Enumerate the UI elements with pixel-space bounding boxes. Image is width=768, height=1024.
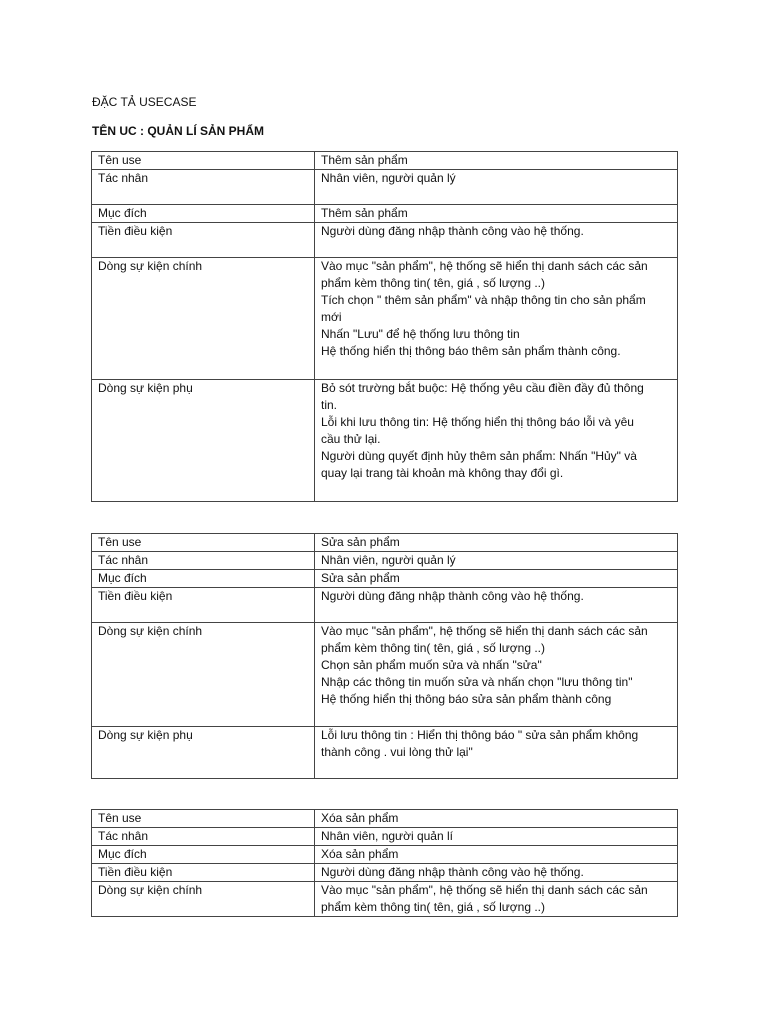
row-label: Dòng sự kiện chính — [92, 623, 315, 727]
row-value — [315, 170, 678, 205]
row-label: Tác nhân — [92, 828, 315, 846]
value-line: Người dùng đăng nhập thành công vào hệ thống. — [321, 589, 584, 603]
row-value — [315, 552, 678, 570]
row-value — [315, 623, 678, 727]
row-value — [315, 152, 678, 170]
row-label: Tiền điều kiện — [92, 864, 315, 882]
row-label: Tác nhân — [92, 170, 315, 205]
table-row — [92, 810, 678, 828]
value-line: Vào mục "sản phẩm", hệ thống sẽ hiển thị danh sách các sản — [321, 883, 648, 897]
value-line: phẩm kèm thông tin( tên, giá , số lượng ..) — [321, 276, 546, 290]
table-row — [92, 864, 678, 882]
usecase-table-delete — [91, 809, 678, 917]
row-value — [315, 828, 678, 846]
value-line: Người dùng quyết định hủy thêm sản phẩm: Nhấn "Hủy" và — [321, 449, 637, 463]
value-line: Hệ thống hiển thị thông báo thêm sản phẩm thành công. — [321, 344, 621, 358]
row-value — [315, 258, 678, 380]
row-label: Tiền điều kiện — [92, 223, 315, 258]
row-label: Tên use — [92, 534, 315, 552]
row-label: Dòng sự kiện chính — [92, 882, 315, 917]
value-line: Người dùng đăng nhập thành công vào hệ thống. — [321, 865, 584, 879]
value-line: Chọn sản phẩm muốn sửa và nhấn "sửa" — [321, 658, 542, 672]
row-value — [315, 810, 678, 828]
table-row — [92, 380, 678, 502]
value-line: Xóa sản phẩm — [321, 847, 399, 861]
table-row — [92, 534, 678, 552]
row-value — [315, 846, 678, 864]
value-line: Lỗi lưu thông tin : Hiển thị thông báo " sửa sản phẩm không — [321, 728, 639, 742]
value-line: Tích chọn " thêm sản phẩm" và nhập thông tin cho sản phẩm — [321, 293, 646, 307]
table-row — [92, 205, 678, 223]
table-row — [92, 882, 678, 917]
value-line: Thêm sản phẩm — [321, 206, 408, 220]
value-line: tin. — [321, 398, 338, 412]
value-line: Nhân viên, người quản lý — [321, 171, 456, 185]
value-line: phẩm kèm thông tin( tên, giá , số lượng ..) — [321, 641, 546, 655]
row-value — [315, 570, 678, 588]
table-row — [92, 588, 678, 623]
row-label: Tác nhân — [92, 552, 315, 570]
row-value — [315, 882, 678, 917]
row-label: Mục đích — [92, 846, 315, 864]
table-row — [92, 223, 678, 258]
row-value — [315, 534, 678, 552]
value-line: Hệ thống hiển thị thông báo sửa sản phẩm thành công — [321, 692, 612, 706]
row-label: Mục đích — [92, 205, 315, 223]
row-value — [315, 864, 678, 882]
value-line: quay lại trang tài khoản mà không thay đổi gì. — [321, 466, 564, 480]
document-heading: ĐẶC TẢ USECASE — [92, 95, 197, 109]
row-label: Dòng sự kiện chính — [92, 258, 315, 380]
table-row — [92, 846, 678, 864]
value-line: Bỏ sót trường bắt buộc: Hệ thống yêu cầu điền đầy đủ thông — [321, 381, 644, 395]
row-label: Tên use — [92, 810, 315, 828]
value-line: Người dùng đăng nhập thành công vào hệ thống. — [321, 224, 584, 238]
value-line: phẩm kèm thông tin( tên, giá , số lượng ..) — [321, 900, 546, 914]
value-line: mới — [321, 310, 342, 324]
table-row — [92, 623, 678, 727]
row-label: Mục đích — [92, 570, 315, 588]
row-label: Tiền điều kiện — [92, 588, 315, 623]
table-row — [92, 828, 678, 846]
value-line: Nhấn "Lưu" để hệ thống lưu thông tin — [321, 327, 520, 341]
value-line: cầu thử lại. — [321, 432, 381, 446]
row-value — [315, 380, 678, 502]
row-label: Dòng sự kiện phụ — [92, 380, 315, 502]
usecase-table-add — [91, 151, 678, 502]
value-line: Nhân viên, người quản lý — [321, 553, 456, 567]
row-value — [315, 223, 678, 258]
value-line: Lỗi khi lưu thông tin: Hệ thống hiển thị thông báo lỗi và yêu — [321, 415, 634, 429]
usecase-table-edit — [91, 533, 678, 779]
usecase-title: TÊN UC : QUẢN LÍ SẢN PHẨM — [92, 124, 264, 138]
table-row — [92, 727, 678, 779]
value-line: Vào mục "sản phẩm", hệ thống sẽ hiển thị danh sách các sản — [321, 259, 648, 273]
row-label: Tên use — [92, 152, 315, 170]
value-line: Sửa sản phẩm — [321, 571, 400, 585]
value-line: Sửa sản phẩm — [321, 535, 400, 549]
row-value — [315, 588, 678, 623]
value-line: Vào mục "sản phẩm", hệ thống sẽ hiển thị danh sách các sản — [321, 624, 648, 638]
value-line: Xóa sản phẩm — [321, 811, 399, 825]
table-row — [92, 258, 678, 380]
row-value — [315, 727, 678, 779]
row-label: Dòng sự kiện phụ — [92, 727, 315, 779]
table-row — [92, 170, 678, 205]
value-line: Thêm sản phẩm — [321, 153, 408, 167]
row-value — [315, 205, 678, 223]
value-line: Nhập các thông tin muốn sửa và nhấn chọn "lưu thông tin" — [321, 675, 633, 689]
value-line: thành công . vui lòng thử lại" — [321, 745, 473, 759]
table-row — [92, 552, 678, 570]
table-row — [92, 152, 678, 170]
table-row — [92, 570, 678, 588]
value-line: Nhân viên, người quản lí — [321, 829, 453, 843]
